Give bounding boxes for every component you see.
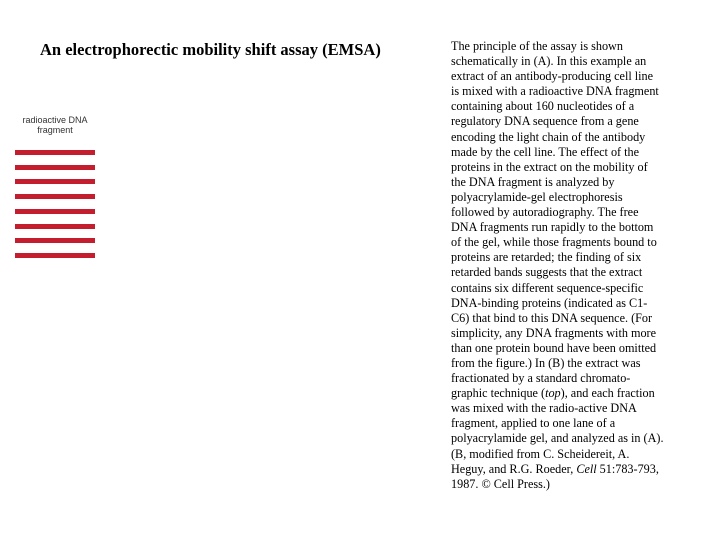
dna-band bbox=[15, 238, 95, 243]
description-line: DNA-binding proteins (indicated as C1- bbox=[451, 295, 648, 310]
figure-label bbox=[14, 115, 96, 135]
description-line: than one protein bound have been omitted bbox=[451, 340, 657, 355]
description-line: made by the cell line. The effect of the bbox=[451, 144, 640, 159]
dna-band bbox=[15, 165, 95, 170]
description-line: encoding the light chain of the antibody bbox=[451, 129, 646, 144]
description-line: containing about 160 nucleotides of a bbox=[451, 99, 635, 114]
description-line: polyacrylamide-gel electrophoresis bbox=[451, 189, 623, 204]
description-line: simplicity, any DNA fragments with more bbox=[451, 325, 657, 340]
description-line: fragment, applied to one lane of a bbox=[451, 416, 616, 431]
description-text bbox=[451, 39, 703, 492]
description-line: proteins in the extract on the mobility of bbox=[451, 159, 648, 174]
description-line: The principle of the assay is shown bbox=[451, 39, 623, 53]
description-line: (B, modified from C. Scheidereit, A. bbox=[451, 446, 630, 461]
slide-title: An electrophorectic mobility shift assay (EMSA) bbox=[40, 40, 381, 59]
description-line: was mixed with the radio-active DNA bbox=[451, 401, 637, 416]
description-line: 1987. © Cell Press.) bbox=[451, 476, 550, 491]
figure-label-line2: fragment bbox=[37, 125, 73, 135]
dna-band bbox=[15, 194, 95, 199]
description-line: is mixed with a radioactive DNA fragment bbox=[451, 84, 659, 99]
dna-band bbox=[15, 224, 95, 229]
description-line: extract of an antibody-producing cell line bbox=[451, 69, 654, 84]
description-line: of the gel, while those fragments bound to bbox=[451, 235, 657, 250]
dna-band bbox=[15, 150, 95, 155]
description-line: proteins are retarded; the finding of six bbox=[451, 250, 642, 265]
description-line: retarded bands suggests that the extract bbox=[451, 265, 643, 280]
description-line: followed by autoradiography. The free bbox=[451, 205, 639, 220]
description-line: Heguy, and R.G. Roeder, Cell 51:783-793, bbox=[451, 461, 659, 476]
dna-band bbox=[15, 253, 95, 258]
description-line: the DNA fragment is analyzed by bbox=[451, 174, 615, 189]
description-line: regulatory DNA sequence from a gene bbox=[451, 114, 639, 129]
description-line: DNA fragments run rapidly to the bottom bbox=[451, 220, 654, 235]
description-line: schematically in (A). In this example an bbox=[451, 54, 647, 69]
description-line: polyacrylamide gel, and analyzed as in (A). bbox=[451, 431, 664, 446]
description-line: C6) that bind to this DNA sequence. (For bbox=[451, 310, 653, 325]
description-line: graphic technique (top), and each fraction bbox=[451, 386, 655, 401]
figure-label-line1: radioactive DNA bbox=[22, 115, 88, 125]
dna-band bbox=[15, 209, 95, 214]
description-line: fractionated by a standard chromato- bbox=[451, 371, 631, 386]
description-line: from the figure.) In (B) the extract was bbox=[451, 355, 641, 370]
description-line: contains six different sequence-specific bbox=[451, 280, 644, 295]
dna-band bbox=[15, 179, 95, 184]
